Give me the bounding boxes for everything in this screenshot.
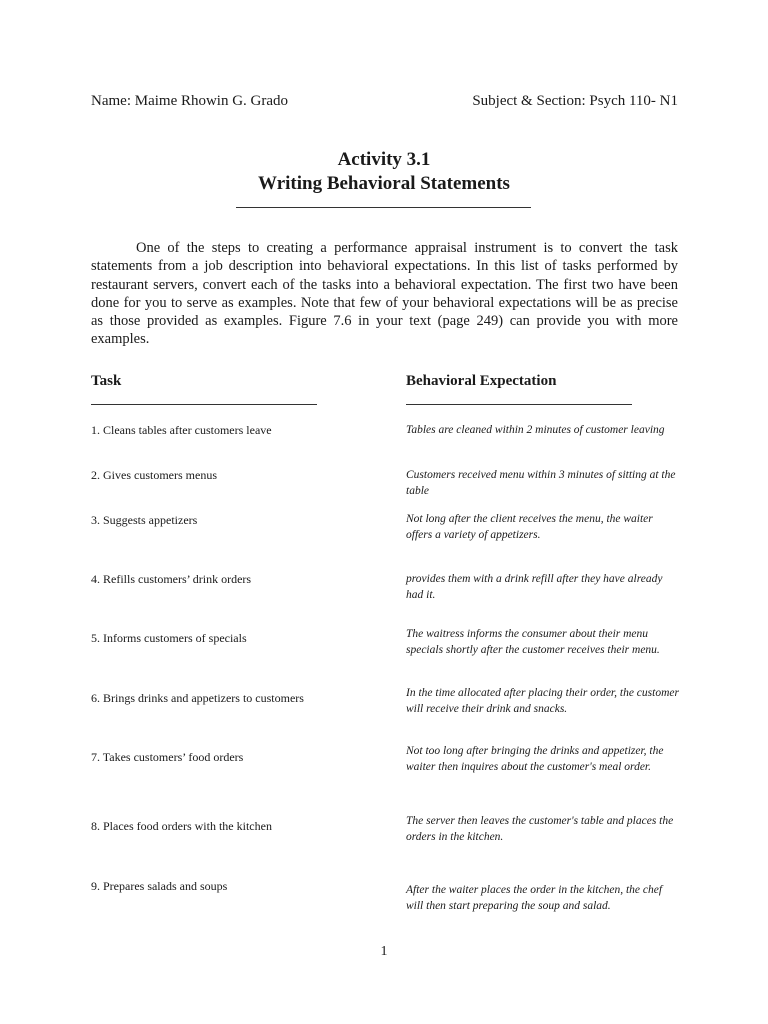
header-subject-section: Subject & Section: Psych 110- N1	[472, 93, 678, 109]
intro-paragraph: One of the steps to creating a performance appraisal instrument is to convert the task statements from a job description into behavioral expectations. In this list of tasks performed by restaurant servers, convert each of the tasks into a behavioral expectation. The first two have been done for you to serve as examples. Note that few of your behavioral expectations will be as precise as those provided as examples. Figure 7.6 in your text (page 249) can provide you with more examples.	[91, 240, 678, 348]
header-name: Name: Maime Rhowin G. Grado	[91, 93, 289, 109]
title-activity: Activity 3.1	[337, 149, 431, 170]
task-row-5: 5. Informs customers of specials	[91, 631, 247, 645]
task-row-4: 4. Refills customers’ drink orders	[91, 572, 252, 586]
task-row-7: 7. Takes customers’ food orders	[91, 750, 244, 764]
behavior-row-4: provides them with a drink refill after they have already had it.	[406, 573, 663, 601]
behavior-row-7: Not too long after bringing the drinks and appetizer, the waiter then inquires about the customer's meal order.	[406, 745, 664, 773]
task-row-9: 9. Prepares salads and soups	[91, 879, 228, 893]
task-row-6: 6. Brings drinks and appetizers to customers	[91, 691, 304, 705]
behavior-row-8: The server then leaves the customer's table and places the orders in the kitchen.	[406, 815, 674, 843]
task-row-3: 3. Suggests appetizers	[91, 513, 198, 527]
behavior-row-9: After the waiter places the order in the kitchen, the chef will then start preparing the soup and salad.	[406, 884, 663, 912]
title-block	[0, 148, 768, 196]
behavior-row-3: Not long after the client receives the menu, the waiter offers a variety of appetizers.	[406, 513, 653, 541]
behavior-column-rule	[406, 404, 632, 405]
task-column-heading: Task	[91, 373, 122, 389]
task-column-rule	[91, 404, 317, 405]
task-row-8: 8. Places food orders with the kitchen	[91, 819, 272, 833]
task-row-2: 2. Gives customers menus	[91, 468, 217, 482]
behavior-row-6: In the time allocated after placing their order, the customer will receive their drink and snacks.	[406, 687, 679, 715]
behavior-column-heading: Behavioral Expectation	[406, 373, 557, 389]
page-number: 1	[380, 944, 388, 959]
behavior-row-5: The waitress informs the consumer about their menu specials shortly after the customer receives their menu.	[406, 628, 660, 656]
behavior-row-2: Customers received menu within 3 minutes of sitting at the table	[406, 469, 676, 497]
task-row-1: 1. Cleans tables after customers leave	[91, 423, 272, 437]
title-heading: Writing Behavioral Statements	[258, 173, 510, 194]
title-divider	[236, 207, 531, 208]
behavior-row-1: Tables are cleaned within 2 minutes of customer leaving	[406, 424, 665, 436]
